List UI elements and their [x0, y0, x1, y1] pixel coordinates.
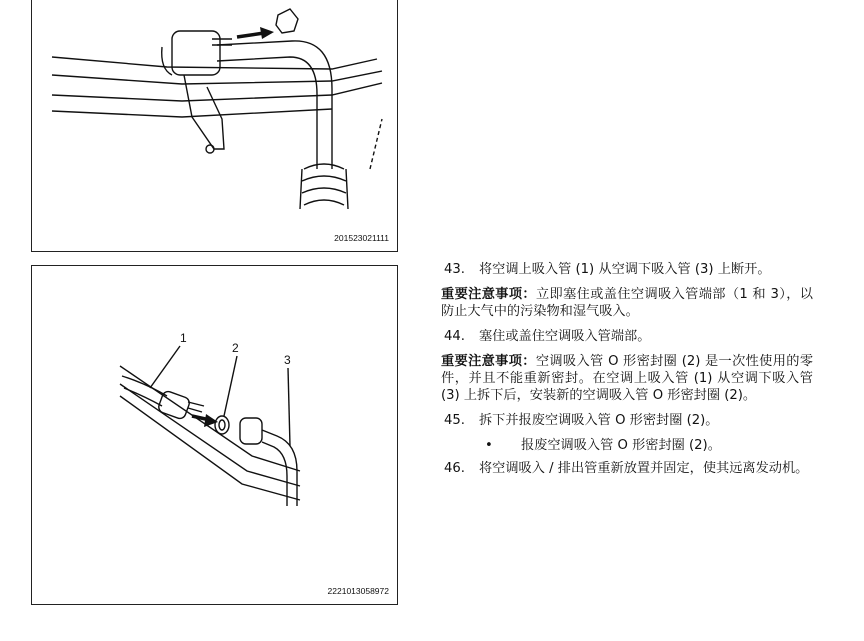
step-text: 塞住或盖住空调吸入管端部。	[479, 329, 651, 344]
callout-2: 2	[232, 341, 239, 355]
step-number: 43.	[444, 262, 465, 277]
step-45	[441, 412, 813, 429]
note-label: 重要注意事项：	[441, 287, 536, 302]
step-text: 将空调吸入 / 排出管重新放置并固定，使其远离发动机。	[479, 461, 809, 476]
figure-pipe-bracket	[31, 0, 398, 252]
figure-oring-removal	[31, 265, 398, 605]
important-note	[441, 353, 813, 404]
bullet-dot: •	[485, 438, 493, 453]
procedure-text	[441, 261, 813, 485]
illustration-oring-removal	[32, 266, 399, 606]
step-43	[441, 261, 813, 278]
step-number: 46.	[444, 461, 465, 476]
bullet-text: 报废空调吸入管 O 形密封圈 (2)。	[521, 438, 721, 453]
step-46	[441, 460, 813, 477]
important-note	[441, 286, 813, 320]
callout-1: 1	[180, 331, 187, 345]
note-text: 立即塞住或盖住空调吸入管端部（1 和 3），以防止大气中的污染物和湿气吸入。	[441, 287, 813, 319]
callout-3: 3	[284, 353, 291, 367]
step-44	[441, 328, 813, 345]
figure-id: 201523021111	[334, 233, 389, 243]
illustration-pipe-bracket	[32, 0, 399, 253]
note-label: 重要注意事项：	[441, 354, 536, 369]
note-text: 空调吸入管 O 形密封圈 (2) 是一次性使用的零件，并且不能重新密封。在空调上吸入管 (1) 从空调下吸入管 (3) 上拆下后，安装新的空调吸入管 O 形密封圈 (2)。	[441, 354, 814, 403]
step-text: 将空调上吸入管 (1) 从空调下吸入管 (3) 上断开。	[479, 262, 771, 277]
step-number: 45.	[444, 413, 465, 428]
step-text: 拆下并报废空调吸入管 O 形密封圈 (2)。	[479, 413, 719, 428]
figure-id: 2221013058972	[327, 586, 389, 596]
bullet-item	[441, 437, 813, 454]
step-number: 44.	[444, 329, 465, 344]
